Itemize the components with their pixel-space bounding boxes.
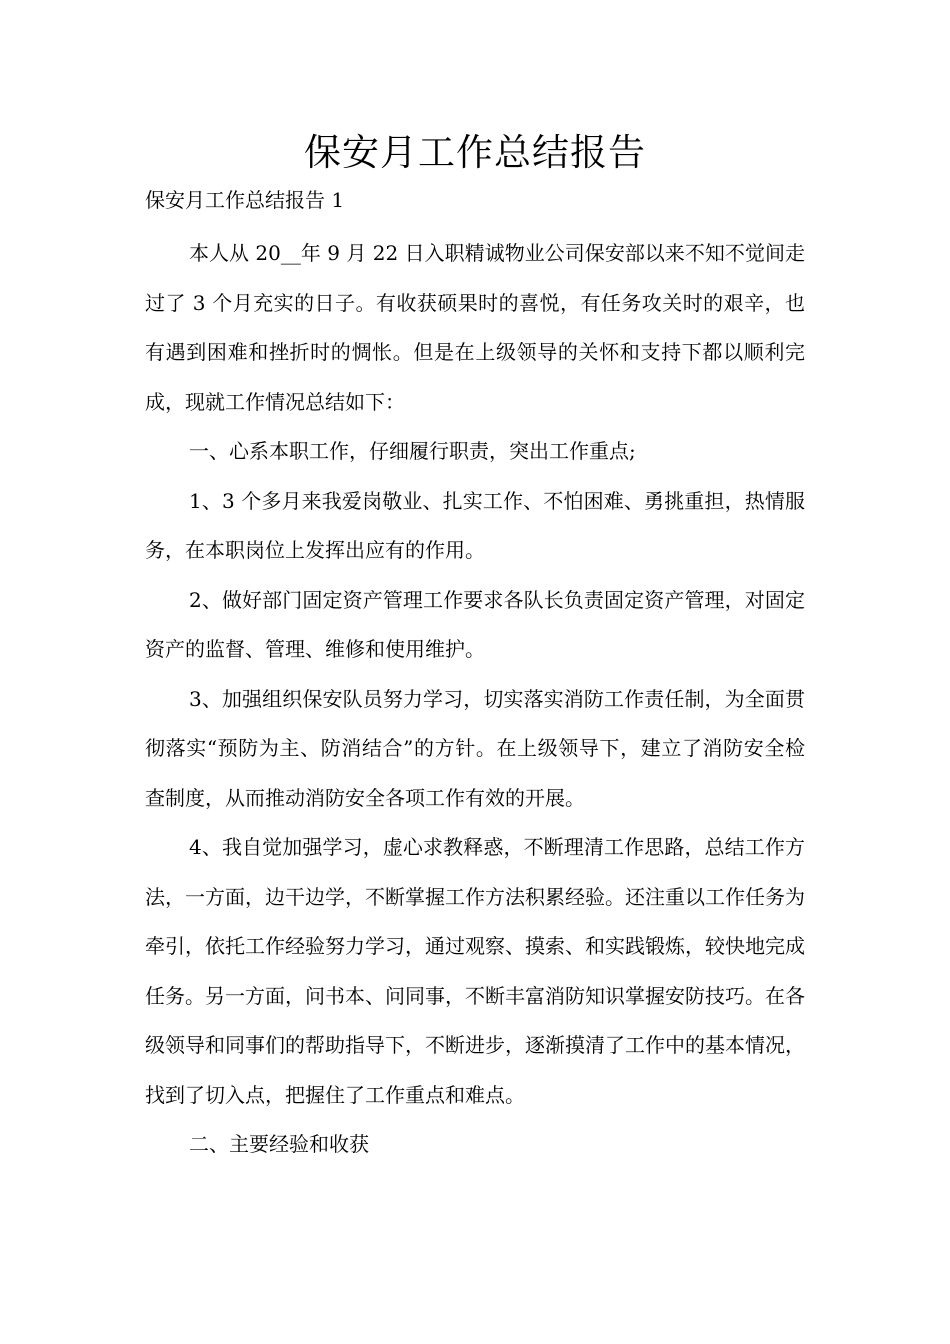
document-subtitle: 保安月工作总结报告 1 bbox=[145, 188, 345, 212]
paragraph-item-4: 4、我自觉加强学习，虚心求教释惑，不断理清工作思路，总结工作方法，一方面，边干边学，不断掌握工作方法积累经验。还注重以工作任务为牵引，依托工作经验努力学习，通过观察、摸索、和实践锻炼，较快地完成任务。另一方面，问书本、问同事，不断丰富消防知识掌握安防技巧。在各级领导和同事们的帮助指导下，不断进步，逐渐摸清了工作中的基本情况，找到了切入点，把握住了工作重点和难点。 bbox=[145, 835, 805, 1107]
paragraph-section-one-heading: 一、心系本职工作，仔细履行职责，突出工作重点; bbox=[189, 439, 636, 463]
paragraph-item-3: 3、加强组织保安队员努力学习，切实落实消防工作责任制，为全面贯彻落实“预防为主、防消结合”的方针。在上级领导下，建立了消防安全检查制度，从而推动消防安全各项工作有效的开展。 bbox=[145, 686, 805, 810]
paragraph-item-2: 2、做好部门固定资产管理工作要求各队长负责固定资产管理，对固定资产的监督、管理、维修和使用维护。 bbox=[145, 587, 805, 661]
document-body bbox=[145, 229, 805, 1170]
paragraph-item-1: 1、3 个多月来我爱岗敬业、扎实工作、不怕困难、勇挑重担，热情服务，在本职岗位上发挥出应有的作用。 bbox=[145, 488, 805, 562]
paragraph-intro: 本人从 20__年 9 月 22 日入职精诚物业公司保安部以来不知不觉间走过了 3 个月充实的日子。有收获硕果时的喜悦，有任务攻关时的艰辛，也有遇到困难和挫折时的惆怅。但是在上级领导的关怀和支持下都以顺利完成，现就工作情况总结如下： bbox=[145, 241, 805, 414]
paragraph-section-two-heading: 二、主要经验和收获 bbox=[189, 1132, 369, 1156]
document-title: 保安月工作总结报告 bbox=[304, 131, 646, 174]
